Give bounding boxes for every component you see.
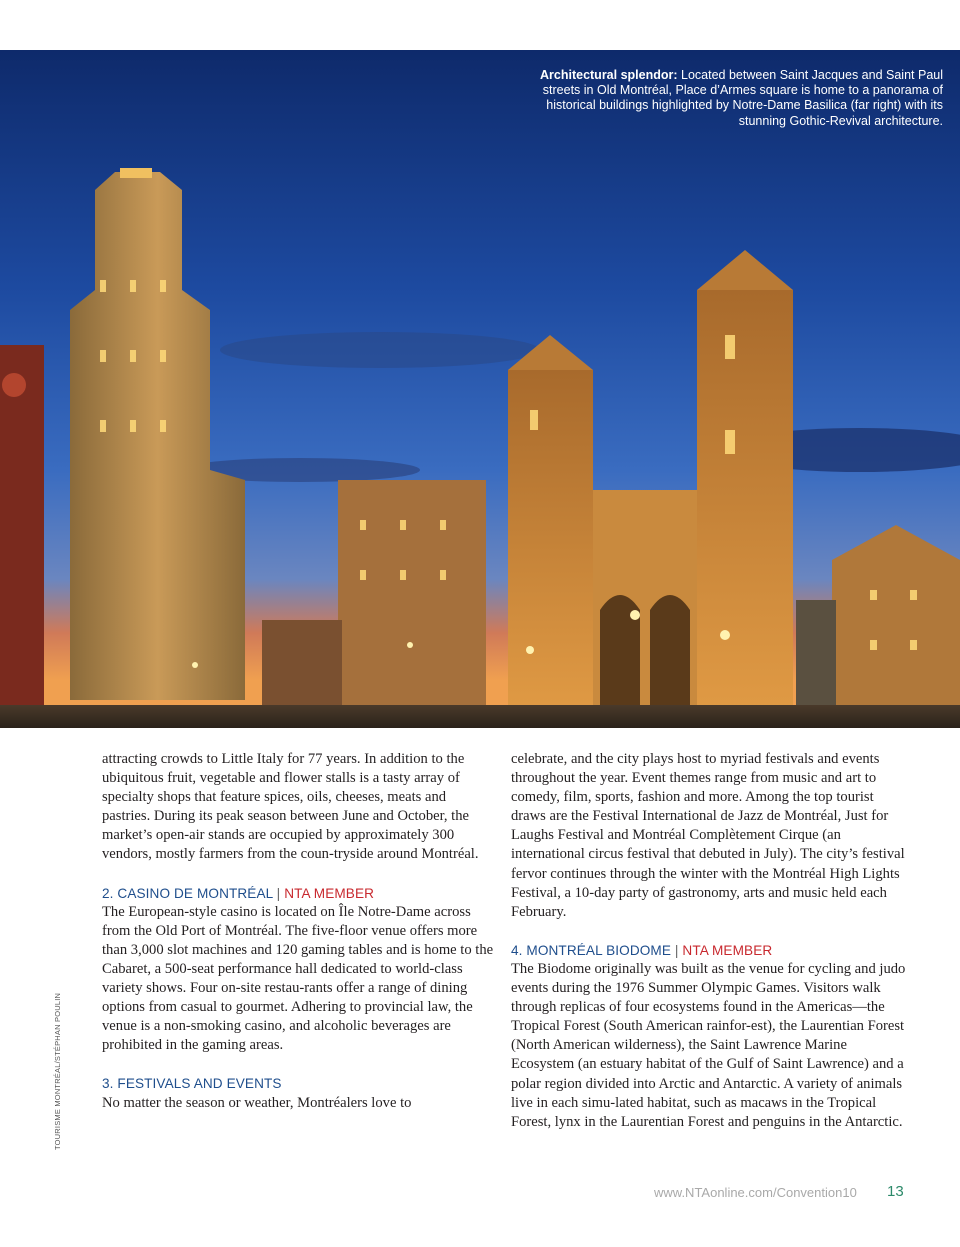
photo-caption [523,68,943,129]
biodome-paragraph: The Biodome originally was built as the venue for cycling and judo events during the 1976 Summer Olympic Games. Visitors walk through replicas of four ecosystems found in the Americas—the Tropical Forest (South American rainfor-est), the Laurentian Forest (North American wilderness), the Saint Lawrence Marine Ecosystem (an estuary habitat of the Gulf of Saint Lawrence) and a polar region divided into Arctic and Antarctic. A variety of animals live in each simu-lated habitat, such as macaws in the Tropical Forest, lynx in the Laurentian Forest and penguins in the Antarctic. [511,960,906,1130]
festivals-continued-paragraph: celebrate, and the city plays host to myriad festivals and events throughout the year. Event themes range from music and art to comedy, film, sports, fashion and more. Among the top tourist draws are the Festival International de Jazz de Montréal, Just for Laughs Festival and Montréal Complètement Cirque (an international circus festival that debuted in July). The city’s festival fervor continues through the winter with the Montréal High Lights Festival, a 10-day party of gastronomy, arts and music held each February. [511,751,905,920]
caption-lead: Architectural splendor: [540,68,678,82]
casino-member-badge: NTA MEMBER [284,885,375,901]
biodome-heading [511,941,906,960]
festivals-heading: 3. FESTIVALS AND EVENTS [102,1076,282,1092]
right-column [511,750,906,1132]
biodome-member-badge: NTA MEMBER [682,942,773,958]
place-darmes-illustration [0,50,960,728]
biodome-heading-separator: | [671,942,683,958]
biodome-heading-text: 4. MONTRÉAL BIODOME [511,942,672,958]
hero-photo [0,50,960,728]
page-number: 13 [887,1183,904,1200]
footer-url[interactable]: www.NTAonline.com/Convention10 [654,1185,857,1200]
casino-paragraph: The European-style casino is located on Île Notre-Dame across from the Old Port of Montréal. The five-floor venue offers more than 3,000 slot machines and 120 gaming tables and is home to the Cabaret, a 500-seat performance hall dedicated to world-class variety shows. Four on-site restau-rants offer a range of dining options from casual to gourmet. Adhering to provincial law, the venue is a non-smoking casino, and alcoholic beverages are prohibited in the gaming areas. [102,903,494,1054]
festivals-paragraph: No matter the season or weather, Montréalers love to [102,1094,412,1111]
casino-heading-text: 2. CASINO DE MONTRÉAL [102,885,273,901]
left-column [102,750,494,1113]
photo-credit: TOURISME MONTRÉAL/STÉPHAN POULIN [53,992,62,1150]
market-paragraph: attracting crowds to Little Italy for 77 years. In addition to the ubiquitous fruit, vegetable and flower stalls is a tasty array of specialty shops that feature spices, oils, cheeses, meats and pastries. During its peak season between June and October, the market’s open-air stands are occupied by approximately 300 vendors, mostly farmers from the coun-tryside around Montréal. [102,751,479,863]
casino-heading-separator: | [272,885,285,901]
casino-heading [102,884,494,903]
caption-text: Located between Saint Jacques and Saint Paul streets in Old Montréal, Place d’Armes square is home to a panorama of historical buildings highlighted by Notre-Dame Basilica (far right) with its stunning Gothic-Revival architecture. [542,68,943,128]
